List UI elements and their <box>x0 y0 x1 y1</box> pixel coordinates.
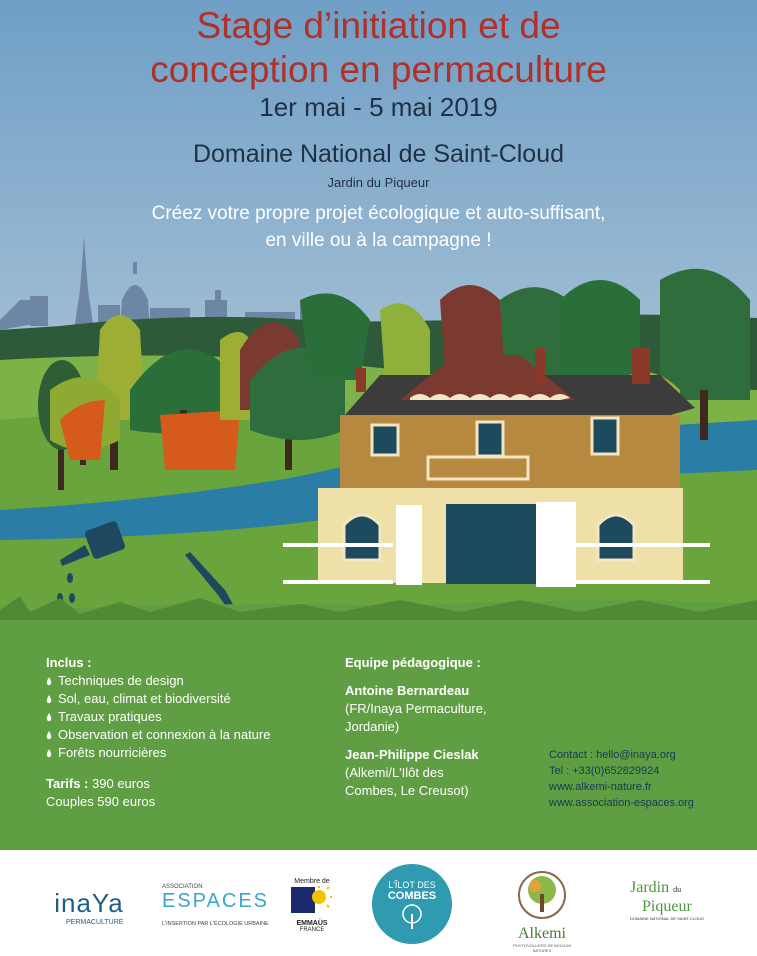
emmaus-name: EMMAÜS <box>296 920 328 927</box>
inaya-logo-sub: PERMACULTURE <box>66 919 124 926</box>
emmaus-sun-icon <box>287 885 337 915</box>
drop-icon <box>46 713 52 722</box>
espaces-logo-small: ASSOCIATION <box>162 884 203 890</box>
pricing-label: Tarifs : <box>46 776 89 791</box>
contact-email[interactable]: Contact : hello@inaya.org <box>549 749 676 761</box>
list-item <box>46 726 270 744</box>
drop-icon <box>46 695 52 704</box>
drop-icon <box>46 677 52 686</box>
inaya-logo-name: inaYa <box>54 888 124 918</box>
team-section <box>345 654 487 800</box>
team-member-detail: Combes, Le Creusot) <box>345 783 469 798</box>
pricing-section <box>46 775 155 811</box>
list-item-label: Observation et connexion à la nature <box>58 727 271 742</box>
team-member-detail: Jordanie) <box>345 719 400 734</box>
ilot-logo-line-2: COMBES <box>387 890 437 902</box>
alkemi-tree-icon <box>517 870 567 920</box>
list-item-label: Techniques de design <box>58 673 184 688</box>
tagline-line-2: en ville ou à la campagne ! <box>265 230 492 251</box>
event-dates: 1er mai - 5 mai 2019 <box>259 92 498 122</box>
jardin-logo-line-1: Jardin <box>630 879 670 896</box>
list-item <box>46 708 270 726</box>
title-line-2: conception en permaculture <box>150 49 607 90</box>
included-list <box>46 672 270 762</box>
tree-icon <box>397 904 427 930</box>
drop-icon <box>46 749 52 758</box>
contact-phone[interactable]: Tel : +33(0)652829924 <box>549 765 660 777</box>
contact-site-espaces[interactable]: www.association-espaces.org <box>549 797 694 809</box>
list-item <box>46 744 270 762</box>
venue-subtitle: Jardin du Piqueur <box>327 175 430 190</box>
poster-title <box>0 4 757 92</box>
tagline-line-1: Créez votre propre projet écologique et auto-suffisant, <box>151 203 606 224</box>
list-item <box>46 690 270 708</box>
title-line-1: Stage d’initiation et de <box>196 5 561 46</box>
pricing-couples: Couples 590 euros <box>46 794 156 809</box>
contact-section <box>549 747 694 811</box>
emmaus-logo <box>284 878 340 933</box>
jardin-du-piqueur-logo <box>630 880 710 921</box>
included-heading: Inclus : <box>46 655 92 670</box>
partner-logos <box>0 850 757 956</box>
team-member-detail: (Alkemi/L'Ilôt des <box>345 765 444 780</box>
list-item <box>46 672 270 690</box>
list-item-label: Forêts nourricières <box>58 745 167 760</box>
tagline <box>0 200 757 254</box>
espaces-logo-sub: L'INSERTION PAR L'ÉCOLOGIE URBAINE <box>162 921 269 927</box>
espaces-logo <box>162 884 280 927</box>
inaya-logo <box>44 888 134 926</box>
team-member-name: Jean-Philippe Cieslak <box>345 747 479 762</box>
jardin-logo-sub: DOMAINE NATIONAL DE SAINT-CLOUD <box>630 916 705 921</box>
pricing-value: 390 euros <box>92 776 150 791</box>
alkemi-name: Alkemi <box>518 925 566 942</box>
included-section <box>46 654 270 762</box>
drop-icon <box>46 731 52 740</box>
list-item-label: Sol, eau, climat et biodiversité <box>58 691 231 706</box>
contact-site-alkemi[interactable]: www.alkemi-nature.fr <box>549 781 652 793</box>
team-heading: Equipe pédagogique : <box>345 655 481 670</box>
venue-name: Domaine National de Saint-Cloud <box>192 140 565 168</box>
emmaus-country: FRANCE <box>299 927 325 933</box>
team-member-detail: (FR/Inaya Permaculture, <box>345 701 487 716</box>
list-item-label: Travaux pratiques <box>58 709 162 724</box>
jardin-logo-du: du <box>673 885 682 894</box>
jardin-logo-line-2: Piqueur <box>642 898 692 915</box>
emmaus-member-label: Membre de <box>294 878 330 885</box>
alkemi-sub: PHYTOVOLLIERS DE BIOCLIM NATURES <box>513 943 571 953</box>
alkemi-logo <box>504 870 580 953</box>
team-member-name: Antoine Bernardeau <box>345 683 470 698</box>
ilot-logo-line-1: L'ÎLOT DES <box>388 880 436 890</box>
espaces-logo-name: ESPACES <box>162 890 269 912</box>
ilot-des-combes-logo <box>372 864 452 944</box>
